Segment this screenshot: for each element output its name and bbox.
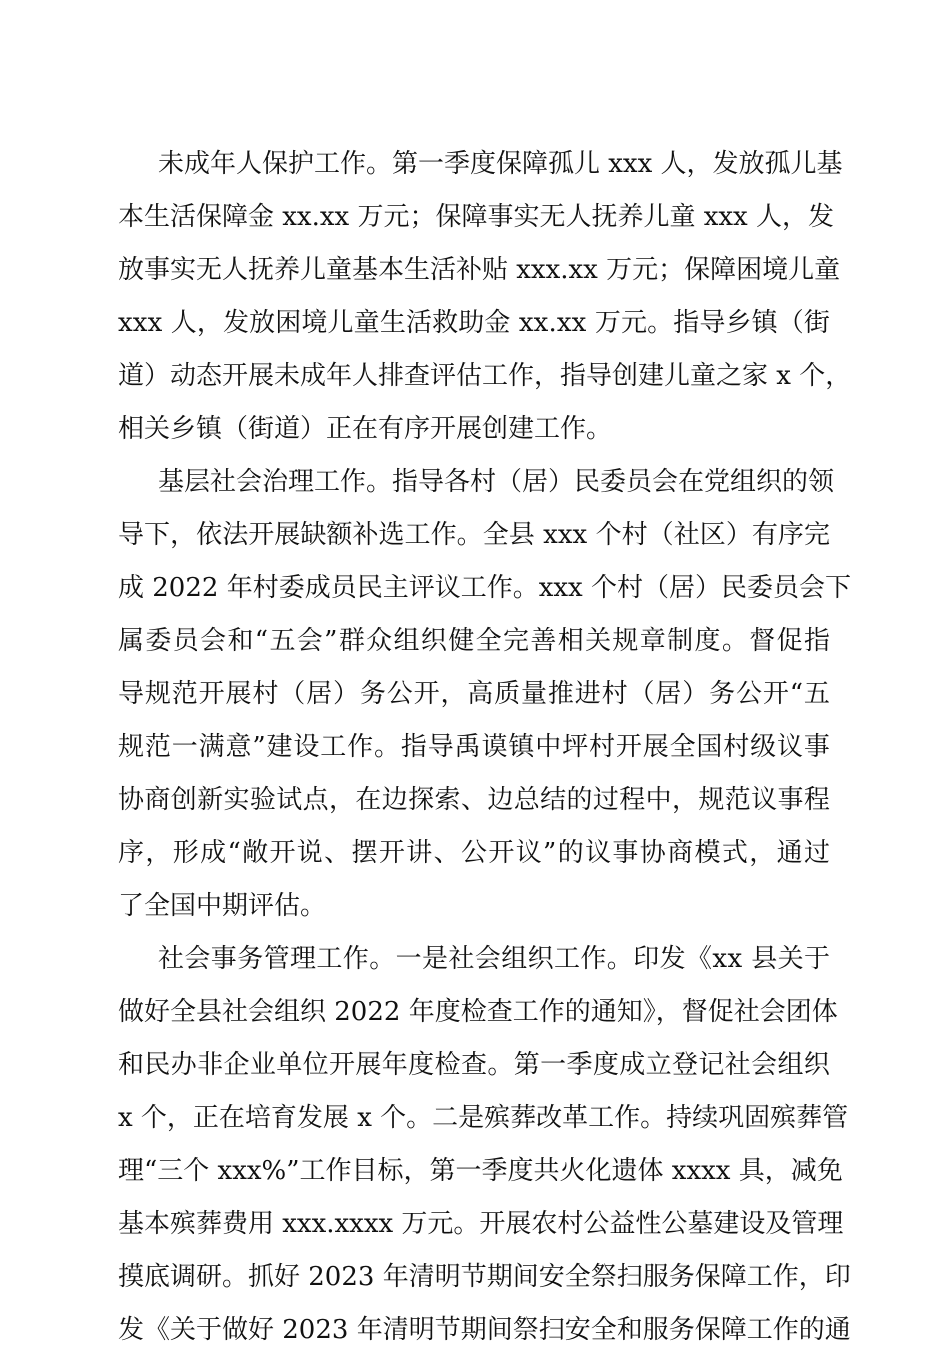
text-line: 做好全县社会组织 2022 年度检查工作的通知》，督促社会团体 <box>118 997 838 1027</box>
text-line: 成 2022 年村委成员民主评议工作。xxx 个村（居）民委员会下 <box>118 573 851 603</box>
text-line: 序，形成“敞开说、摆开讲、公开议”的议事协商模式，通过 <box>118 838 832 868</box>
text-line: 摸底调研。抓好 2023 年清明节期间安全祭扫服务保障工作，印 <box>118 1262 851 1292</box>
text-line: 放事实无人抚养儿童基本生活补贴 xxx.xx 万元；保障困境儿童 <box>118 255 841 285</box>
text-line: 发《关于做好 2023 年清明节期间祭扫安全和服务保障工作的通 <box>118 1315 851 1345</box>
paragraph-social-affairs <box>118 933 851 1357</box>
paragraph-minor-protection <box>118 138 852 456</box>
text-line: 未成年人保护工作。第一季度保障孤儿 xxx 人，发放孤儿基 <box>158 149 843 179</box>
text-line: 相关乡镇（街道）正在有序开展创建工作。 <box>118 414 613 444</box>
text-line: 道）动态开展未成年人排查评估工作，指导创建儿童之家 x 个， <box>118 361 852 391</box>
text-line: 理“三个 xxx%”工作目标，第一季度共火化遗体 xxxx 具，减免 <box>118 1156 843 1186</box>
document-body <box>118 138 852 1357</box>
text-line: 属委员会和“五会”群众组织健全完善相关规章制度。督促指 <box>118 626 832 656</box>
text-line: x 个，正在培育发展 x 个。二是殡葬改革工作。持续巩固殡葬管 <box>118 1103 849 1133</box>
text-line: 规范一满意”建设工作。指导禹谟镇中坪村开展全国村级议事 <box>118 732 831 762</box>
text-line: 基本殡葬费用 xxx.xxxx 万元。开展农村公益性公墓建设及管理 <box>118 1209 844 1239</box>
text-line: 基层社会治理工作。指导各村（居）民委员会在党组织的领 <box>158 467 835 497</box>
text-line: 导下，依法开展缺额补选工作。全县 xxx 个村（社区）有序完 <box>118 520 831 550</box>
text-line: 社会事务管理工作。一是社会组织工作。印发《xx 县关于 <box>158 944 831 974</box>
paragraph-grassroots-governance <box>118 456 851 933</box>
text-line: 本生活保障金 xx.xx 万元；保障事实无人抚养儿童 xxx 人，发 <box>118 202 834 232</box>
text-line: 协商创新实验试点，在边探索、边总结的过程中，规范议事程 <box>118 785 831 815</box>
text-line: 了全国中期评估。 <box>118 891 327 921</box>
text-line: 和民办非企业单位开展年度检查。第一季度成立登记社会组织 <box>118 1050 831 1080</box>
text-line: 导规范开展村（居）务公开，高质量推进村（居）务公开“五 <box>118 679 831 709</box>
text-line: xxx 人，发放困境儿童生活救助金 xx.xx 万元。指导乡镇（街 <box>118 308 830 338</box>
